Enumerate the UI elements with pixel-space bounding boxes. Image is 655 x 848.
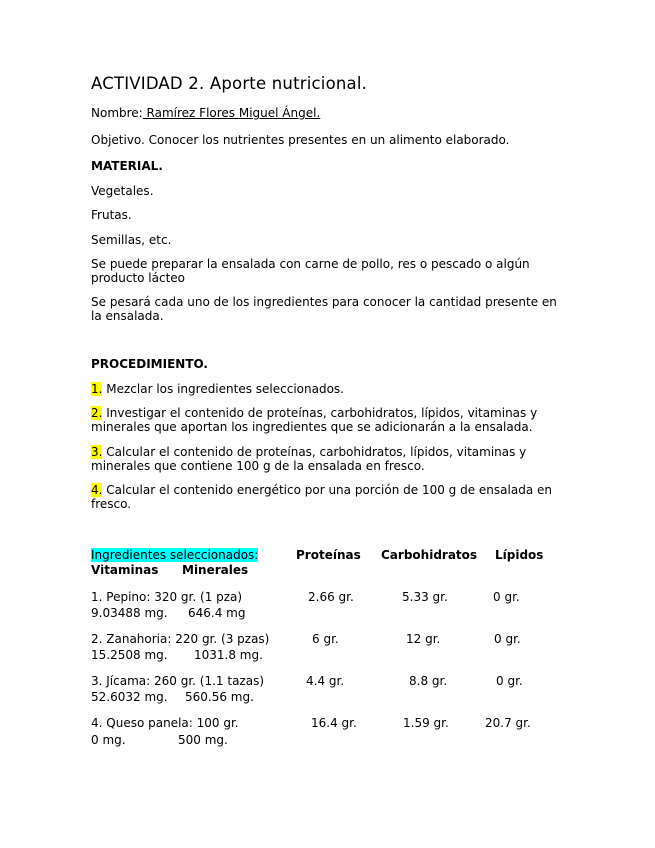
step-4 bbox=[91, 483, 571, 511]
paragraph-pesado: Se pesará cada uno de los ingredientes para conocer la cantidad presente en la ensalada. bbox=[91, 295, 557, 323]
table-row-vitaminas: 52.6032 mg. bbox=[91, 690, 168, 704]
step-number: 3. bbox=[91, 445, 103, 459]
nombre-line bbox=[91, 106, 571, 120]
material-item-semillas: Semillas, etc. bbox=[91, 233, 172, 247]
objetivo-text: Objetivo. Conocer los nutrientes presentes en un alimento elaborado. bbox=[91, 133, 510, 147]
table-row-ingrediente: 3. Jícama: 260 gr. (1.1 tazas) bbox=[91, 674, 265, 688]
table-row-proteinas: 16.4 gr. bbox=[311, 716, 357, 730]
step-text: Mezclar los ingredientes seleccionados. bbox=[102, 382, 344, 396]
step-number: 1. bbox=[91, 382, 103, 396]
step-2 bbox=[91, 406, 571, 434]
nombre-label: Nombre: bbox=[91, 106, 143, 120]
step-number: 2. bbox=[91, 406, 103, 420]
nombre-value: Ramírez Flores Miguel Ángel. bbox=[142, 106, 321, 120]
step-text: Investigar el contenido de proteínas, carbohidratos, lípidos, vitaminas y minerales que aportan los ingredientes que se adicionarán a la ensalada. bbox=[91, 406, 538, 434]
table-row-proteinas: 6 gr. bbox=[312, 632, 339, 646]
step-text: Calcular el contenido de proteínas, carbohidratos, lípidos, vitaminas y minerales que contiene 100 g de la ensalada en fresco. bbox=[91, 445, 527, 473]
step-text: Calcular el contenido energético por una porción de 100 g de ensalada en fresco. bbox=[91, 483, 552, 511]
table-row-ingrediente: 2. Zanahoria: 220 gr. (3 pzas) bbox=[91, 632, 270, 646]
col-minerales-header: Minerales bbox=[182, 563, 249, 577]
table-row-lipidos: 0 gr. bbox=[496, 674, 523, 688]
table-row-proteinas: 2.66 gr. bbox=[308, 590, 354, 604]
col-lipidos-header: Lípidos bbox=[495, 548, 544, 562]
material-item-vegetales: Vegetales. bbox=[91, 184, 154, 198]
table-row-lipidos: 0 gr. bbox=[494, 632, 521, 646]
table-row-lipidos: 0 gr. bbox=[493, 590, 520, 604]
step-1 bbox=[91, 382, 571, 396]
procedimiento-heading: PROCEDIMIENTO. bbox=[91, 357, 208, 371]
page-title: ACTIVIDAD 2. Aporte nutricional. bbox=[91, 74, 368, 93]
table-row-vitaminas: 15.2508 mg. bbox=[91, 648, 168, 662]
table-row-minerales: 1031.8 mg. bbox=[194, 648, 263, 662]
table-row-minerales: 500 mg. bbox=[178, 733, 228, 747]
table-row-ingrediente: 4. Queso panela: 100 gr. bbox=[91, 716, 239, 730]
material-heading: MATERIAL. bbox=[91, 159, 163, 173]
paragraph-preparacion: Se puede preparar la ensalada con carne de pollo, res o pescado o algún producto lácteo bbox=[91, 257, 530, 285]
table-row-carbohidratos: 8.8 gr. bbox=[409, 674, 448, 688]
step-number: 4. bbox=[91, 483, 103, 497]
table-row-vitaminas: 9.03488 mg. bbox=[91, 606, 168, 620]
ingredientes-header: Ingredientes seleccionados: bbox=[91, 548, 259, 562]
col-carbohidratos-header: Carbohidratos bbox=[381, 548, 478, 562]
material-item-frutas: Frutas. bbox=[91, 208, 132, 222]
table-row-ingrediente: 1. Pepino: 320 gr. (1 pza) bbox=[91, 590, 243, 604]
step-3 bbox=[91, 445, 571, 473]
table-row-minerales: 646.4 mg bbox=[188, 606, 246, 620]
table-row-lipidos: 20.7 gr. bbox=[485, 716, 531, 730]
table-row-carbohidratos: 1.59 gr. bbox=[403, 716, 449, 730]
table-row-proteinas: 4.4 gr. bbox=[306, 674, 345, 688]
table-row-carbohidratos: 12 gr. bbox=[406, 632, 441, 646]
col-vitaminas-header: Vitaminas bbox=[91, 563, 159, 577]
table-row-vitaminas: 0 mg. bbox=[91, 733, 126, 747]
table-row-carbohidratos: 5.33 gr. bbox=[402, 590, 448, 604]
col-proteinas-header: Proteínas bbox=[296, 548, 361, 562]
table-row-minerales: 560.56 mg. bbox=[185, 690, 254, 704]
